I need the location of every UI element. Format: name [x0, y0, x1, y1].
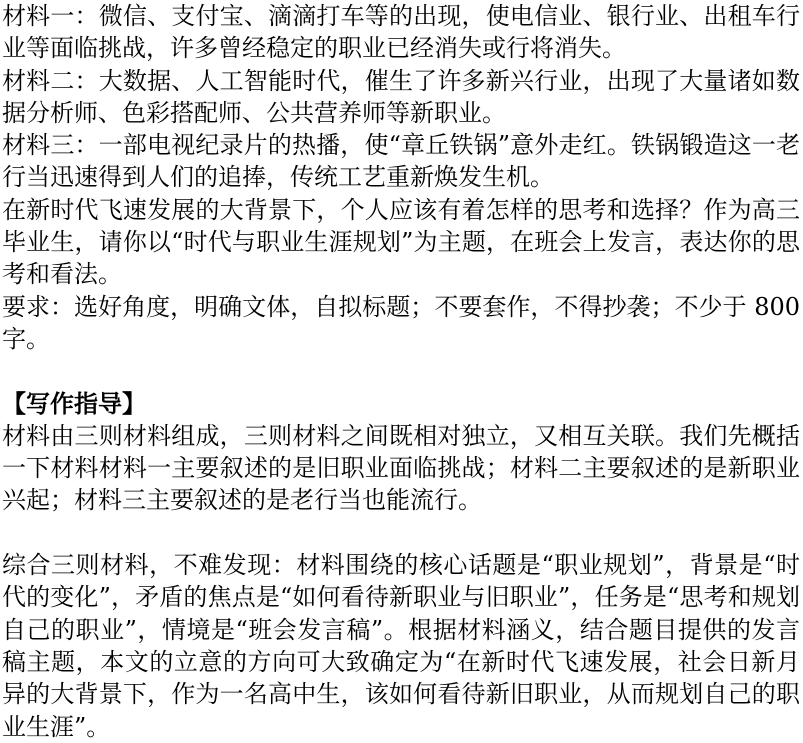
blank-line [2, 355, 800, 387]
requirements: 要求：选好角度，明确文体，自拟标题；不要套作，不得抄袭；不少于 800 字。 [2, 292, 800, 353]
material-three: 材料三：一部电视纪录片的热播，使“章丘铁锅”意外走红。铁锅锻造这一老行当迅速得到人们的追捧，传统工艺重新焕发生机。 [2, 131, 800, 192]
material-two: 材料二：大数据、人工智能时代，催生了许多新兴行业，出现了大量诸如数据分析师、色彩搭配师、公共营养师等新职业。 [2, 66, 800, 127]
writing-prompt: 在新时代飞速发展的大背景下，个人应该有着怎样的思考和选择？作为高三毕业生，请你以“时代与职业生涯规划”为主题，在班会上发言，表达你的思考和看法。 [2, 195, 800, 289]
guidance-heading: 【写作指导】 [2, 388, 146, 418]
document [2, 0, 800, 743]
guidance-paragraph-one: 材料由三则材料组成，三则材料之间既相对独立，又相互关联。我们先概括一下材料材料一主要叙述的是旧职业面临挑战；材料二主要叙述的是新职业兴起；材料三主要叙述的是老行当也能流行。 [2, 421, 800, 515]
material-one: 材料一：微信、支付宝、滴滴打车等的出现，使电信业、银行业、出租车行业等面临挑战，许多曾经稳定的职业已经消失或行将消失。 [2, 2, 800, 63]
blank-line [2, 517, 800, 549]
guidance-paragraph-two: 综合三则材料，不难发现：材料围绕的核心话题是“职业规划”，背景是“时代的变化”，矛盾的焦点是“如何看待新职业与旧职业”，任务是“思考和规划自己的职业”，情境是“班会发言稿”。根据材料涵义，结合题目提供的发言稿主题，本文的立意的方向可大致确定为“在新时代飞速发展，社会日新月异的大背景下，作为一名高中生，该如何看待新旧职业，从而规划自己的职业生涯”。 [2, 551, 800, 741]
